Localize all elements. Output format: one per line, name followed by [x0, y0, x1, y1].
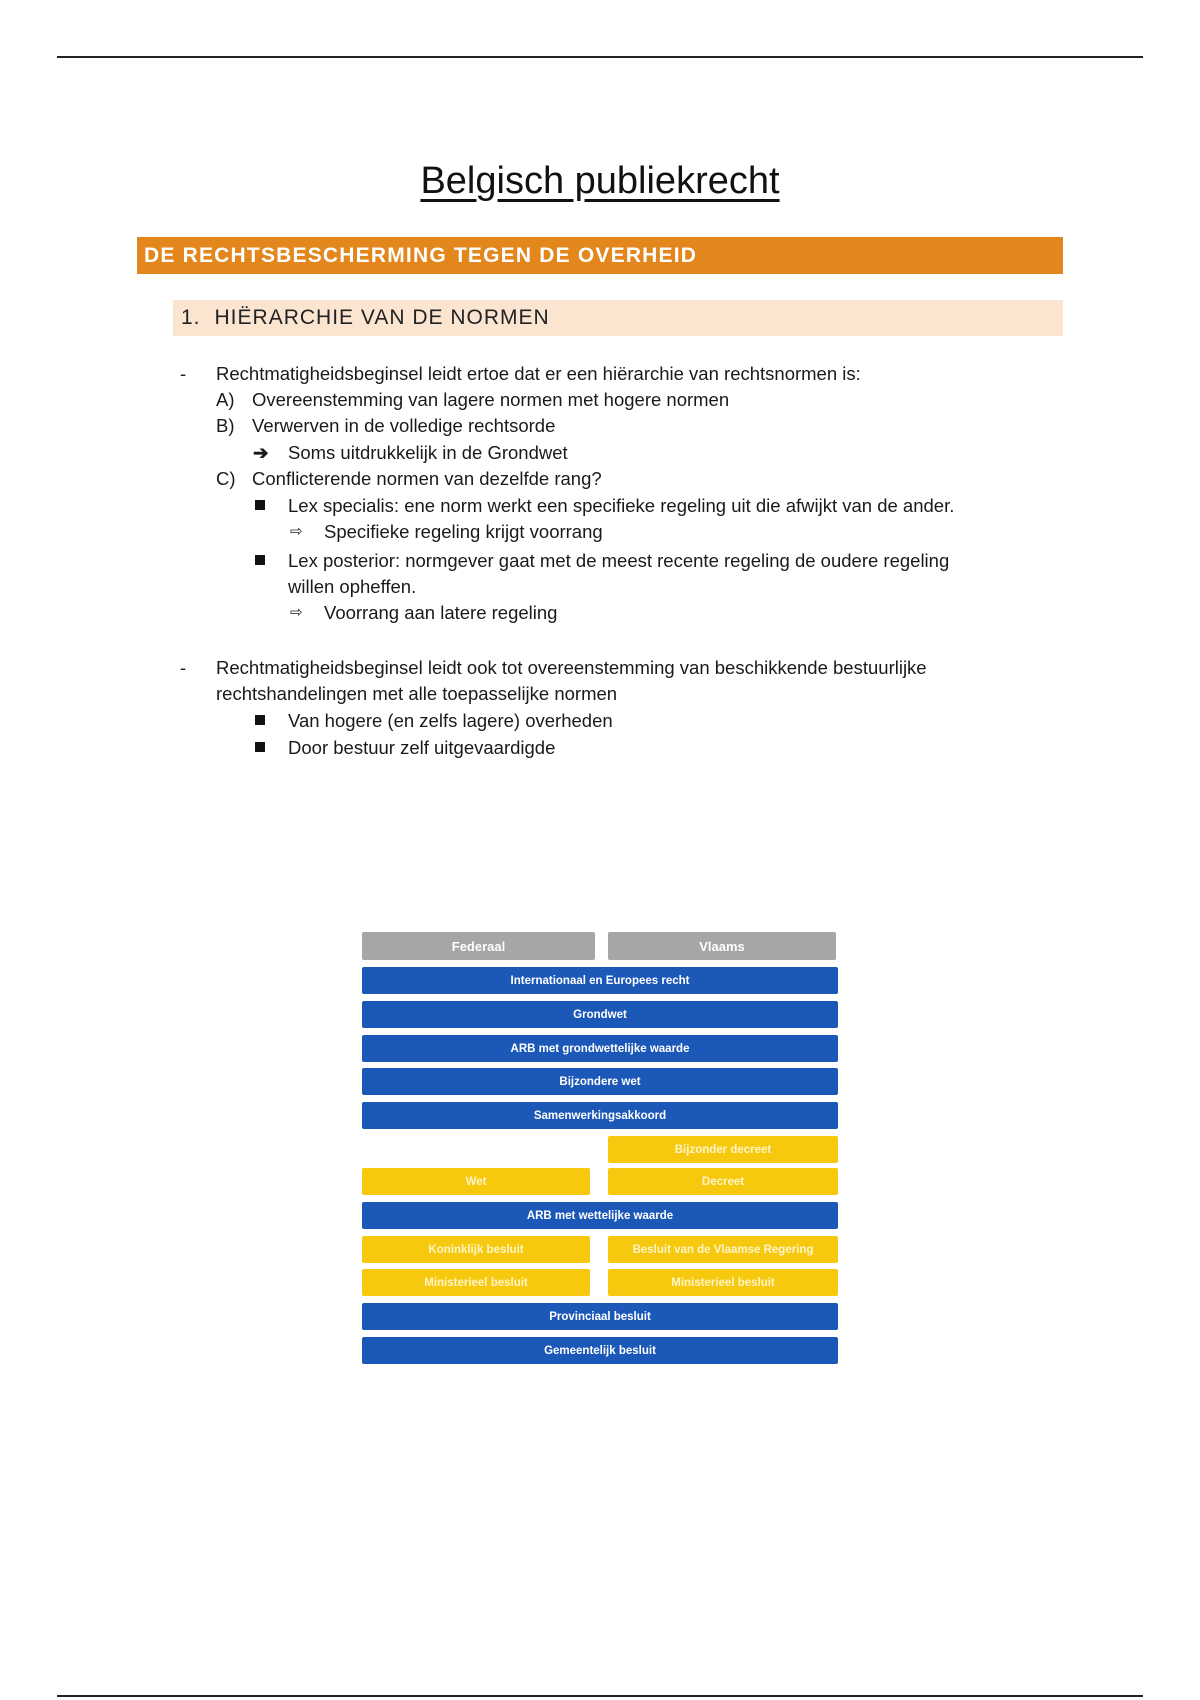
- norm-block-koninklijk: Koninklijk besluit: [362, 1236, 590, 1263]
- list-item-b: Verwerven in de volledige rechtsorde: [252, 415, 556, 436]
- square-bullet-icon: [255, 715, 265, 725]
- norm-block-wet: Wet: [362, 1168, 590, 1195]
- list-subitem-c2: Voorrang aan latere regeling: [324, 602, 558, 623]
- list-label-b: B): [216, 415, 235, 436]
- paragraph-1: Rechtmatigheidsbeginsel leidt ertoe dat er een hiërarchie van rechtsnormen is:: [216, 363, 861, 384]
- list-item-p2-1: Van hogere (en zelfs lagere) overheden: [288, 710, 613, 731]
- page-title: Belgisch publiekrecht: [420, 160, 780, 202]
- list-item-p2-2: Door bestuur zelf uitgevaardigde: [288, 737, 556, 758]
- subsection-heading: [173, 300, 1063, 336]
- norm-block-bijzonder-decreet: Bijzonder decreet: [608, 1136, 838, 1163]
- list-item-c1: Lex specialis: ene norm werkt een specifieke regeling uit die afwijkt van de ander.: [288, 495, 955, 516]
- list-label-c: C): [216, 468, 236, 489]
- list-subitem-b: Soms uitdrukkelijk in de Grondwet: [288, 442, 568, 463]
- norm-block-samenwerking: Samenwerkingsakkoord: [362, 1102, 838, 1129]
- dash-marker: -: [180, 363, 187, 384]
- paragraph-2-line1: Rechtmatigheidsbeginsel leidt ook tot overeenstemming van beschikkende bestuurlijke: [216, 657, 927, 678]
- square-bullet-icon: [255, 555, 265, 565]
- norm-block-besluit-vlaamse: Besluit van de Vlaamse Regering: [608, 1236, 838, 1263]
- outline-arrow-icon: ⇨: [290, 604, 303, 621]
- subsection-number: 1.: [181, 306, 201, 329]
- norm-block-internationaal: Internationaal en Europees recht: [362, 967, 838, 994]
- norm-block-arb-wet: ARB met wettelijke waarde: [362, 1202, 838, 1229]
- arrow-icon: ➔: [253, 442, 269, 463]
- norm-block-provinciaal: Provinciaal besluit: [362, 1303, 838, 1330]
- norm-block-gemeentelijk: Gemeentelijk besluit: [362, 1337, 838, 1364]
- list-item-a: Overeenstemming van lagere normen met hogere normen: [252, 389, 730, 410]
- list-item-c2-line2: willen opheffen.: [288, 576, 417, 597]
- norm-block-ministerieel-federaal: Ministerieel besluit: [362, 1269, 590, 1296]
- dash-marker: -: [180, 657, 187, 678]
- list-subitem-c1: Specifieke regeling krijgt voorrang: [324, 521, 603, 542]
- bottom-rule: [57, 1695, 1143, 1697]
- paragraph-2-line2: rechtshandelingen met alle toepasselijke normen: [216, 683, 618, 704]
- list-item-c2-line1: Lex posterior: normgever gaat met de meest recente regeling de oudere regeling: [288, 550, 950, 571]
- norm-block-arb-grondwet: ARB met grondwettelijke waarde: [362, 1035, 838, 1062]
- subsection-title: HIËRARCHIE VAN DE NORMEN: [214, 306, 550, 329]
- list-label-a: A): [216, 389, 235, 410]
- column-header-federaal: Federaal: [362, 932, 595, 960]
- list-item-c: Conflicterende normen van dezelfde rang?: [252, 468, 602, 489]
- norm-block-grondwet: Grondwet: [362, 1001, 838, 1028]
- square-bullet-icon: [255, 742, 265, 752]
- outline-arrow-icon: ⇨: [290, 523, 303, 540]
- norm-block-bijzondere-wet: Bijzondere wet: [362, 1068, 838, 1095]
- square-bullet-icon: [255, 500, 265, 510]
- norm-block-ministerieel-vlaams: Ministerieel besluit: [608, 1269, 838, 1296]
- norm-block-decreet: Decreet: [608, 1168, 838, 1195]
- column-header-vlaams: Vlaams: [608, 932, 836, 960]
- top-rule: [57, 56, 1143, 58]
- section-heading: DE RECHTSBESCHERMING TEGEN DE OVERHEID: [137, 237, 1063, 274]
